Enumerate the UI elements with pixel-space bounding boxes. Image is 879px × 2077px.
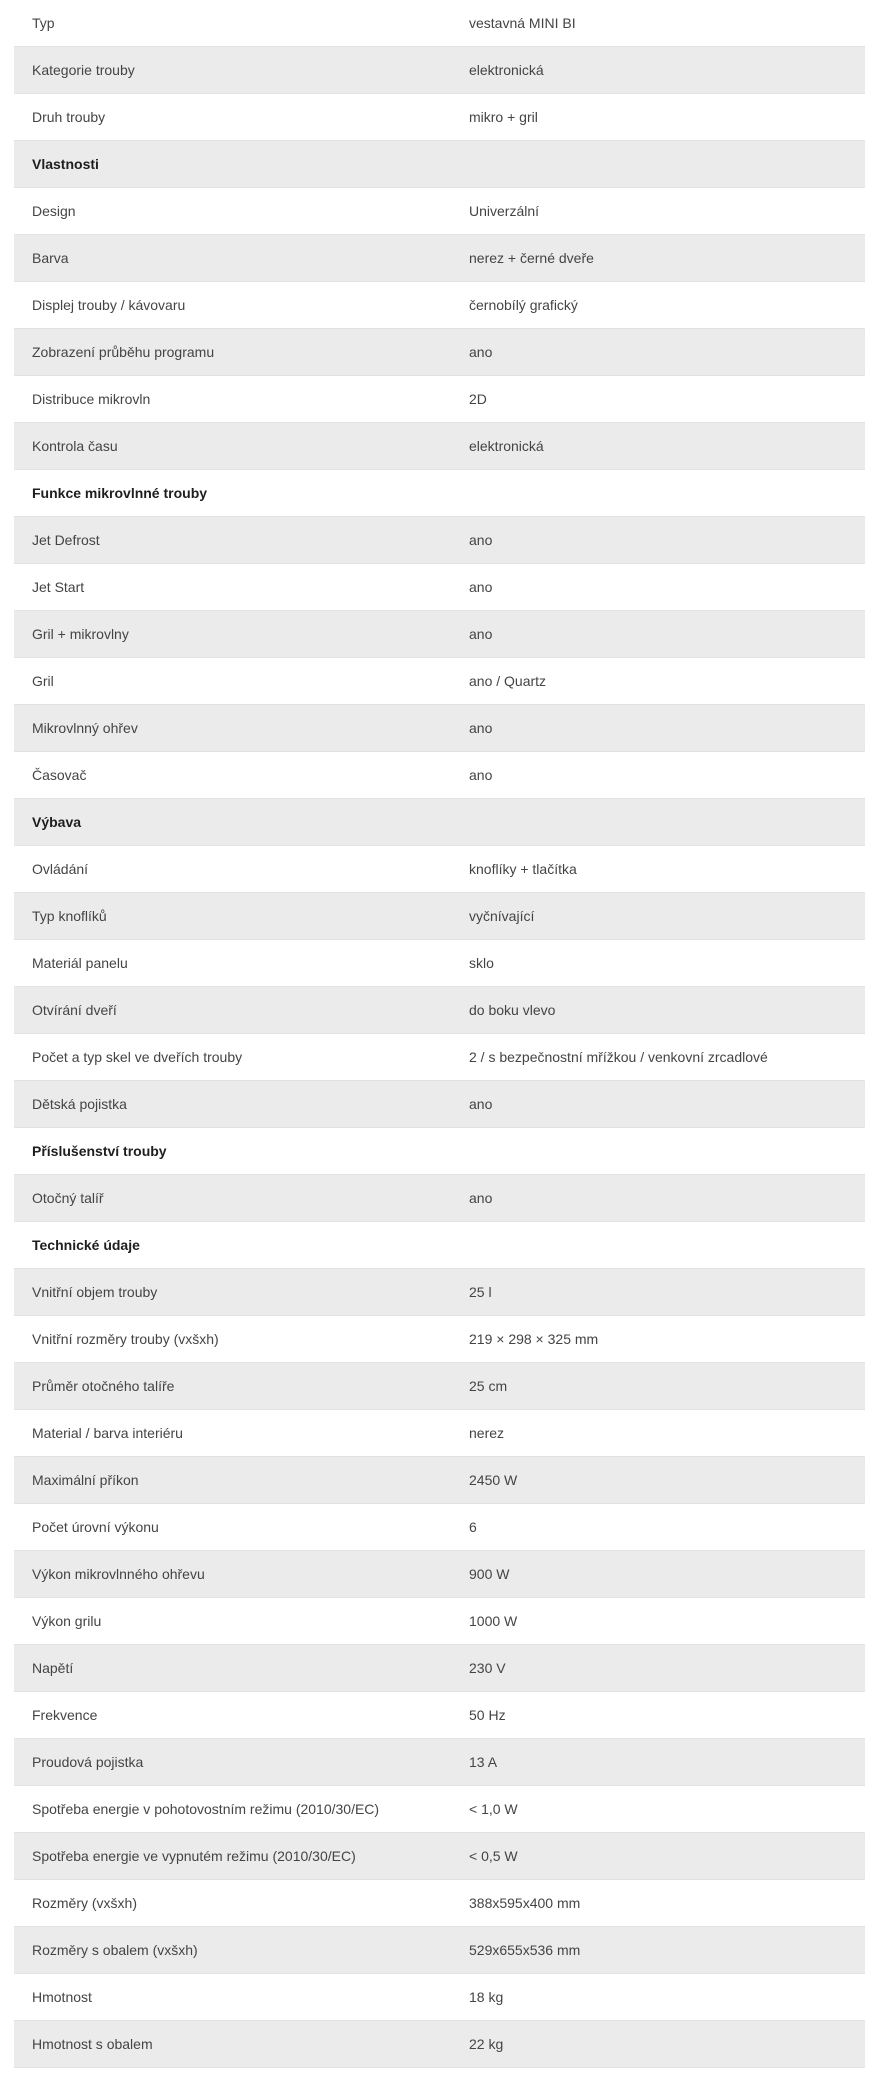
spec-value: < 1,0 W — [469, 1801, 518, 1817]
spec-row — [14, 752, 865, 799]
spec-label: Rozměry (vxšxh) — [32, 1895, 138, 1911]
spec-value: 219 × 298 × 325 mm — [469, 1331, 599, 1347]
spec-label: Hmotnost s obalem — [32, 2036, 153, 2052]
spec-row — [14, 940, 865, 987]
spec-row — [14, 2021, 865, 2068]
spec-value: ano — [469, 720, 493, 736]
spec-row — [14, 1504, 865, 1551]
spec-value: ano — [469, 767, 493, 783]
spec-value: nerez + černé dveře — [469, 250, 594, 266]
spec-value: Univerzální — [469, 203, 540, 219]
section-heading: Technické údaje — [32, 1237, 140, 1253]
spec-label: Druh trouby — [32, 109, 106, 125]
spec-table — [14, 0, 865, 2068]
spec-row — [14, 1833, 865, 1880]
spec-label: Vnitřní rozměry trouby (vxšxh) — [32, 1331, 219, 1347]
spec-row — [14, 1081, 865, 1128]
spec-label: Typ knoflíků — [32, 908, 107, 924]
spec-row — [14, 423, 865, 470]
spec-row — [14, 1363, 865, 1410]
spec-value: knoflíky + tlačítka — [469, 861, 577, 877]
spec-label: Gril + mikrovlny — [32, 626, 129, 642]
spec-label: Gril — [32, 673, 54, 689]
spec-label: Material / barva interiéru — [32, 1425, 183, 1441]
spec-label: Maximální příkon — [32, 1472, 139, 1488]
spec-value: 900 W — [469, 1566, 510, 1582]
spec-value: sklo — [469, 955, 494, 971]
spec-row — [14, 329, 865, 376]
spec-row — [14, 1175, 865, 1222]
spec-row — [14, 564, 865, 611]
section-heading-row — [14, 1222, 865, 1269]
spec-label: Ovládání — [32, 861, 89, 877]
spec-value: 1000 W — [469, 1613, 518, 1629]
section-heading-row — [14, 799, 865, 846]
spec-row — [14, 1457, 865, 1504]
spec-label: Počet a typ skel ve dveřích trouby — [32, 1049, 243, 1065]
spec-label: Dětská pojistka — [32, 1096, 127, 1112]
section-heading-row — [14, 470, 865, 517]
spec-label: Proudová pojistka — [32, 1754, 144, 1770]
section-heading: Funkce mikrovlnné trouby — [32, 485, 208, 501]
section-heading: Příslušenství trouby — [32, 1143, 167, 1159]
spec-value: 18 kg — [469, 1989, 504, 2005]
spec-label: Frekvence — [32, 1707, 98, 1723]
spec-value: ano — [469, 344, 493, 360]
spec-row — [14, 1269, 865, 1316]
spec-label: Rozměry s obalem (vxšxh) — [32, 1942, 198, 1958]
spec-value: < 0,5 W — [469, 1848, 518, 1864]
spec-row — [14, 1739, 865, 1786]
spec-label: Design — [32, 203, 76, 219]
spec-row — [14, 893, 865, 940]
spec-label: Spotřeba energie v pohotovostním režimu (2010/30/EC) — [32, 1801, 380, 1817]
spec-value: 2 / s bezpečnostní mřížkou / venkovní zrcadlové — [469, 1049, 768, 1065]
spec-value: 388x595x400 mm — [469, 1895, 581, 1911]
spec-row — [14, 94, 865, 141]
section-heading: Vlastnosti — [32, 156, 99, 172]
spec-label: Časovač — [32, 767, 87, 783]
spec-value: 25 cm — [469, 1378, 508, 1394]
spec-row — [14, 1645, 865, 1692]
spec-row — [14, 1927, 865, 1974]
spec-value: 22 kg — [469, 2036, 504, 2052]
spec-row — [14, 235, 865, 282]
spec-value: černobílý grafický — [469, 297, 578, 313]
spec-row — [14, 376, 865, 423]
spec-label: Typ — [32, 15, 55, 31]
spec-label: Materiál panelu — [32, 955, 128, 971]
spec-label: Hmotnost — [32, 1989, 92, 2005]
spec-row — [14, 188, 865, 235]
spec-value: ano / Quartz — [469, 673, 547, 689]
spec-value: 50 Hz — [469, 1707, 506, 1723]
spec-label: Vnitřní objem trouby — [32, 1284, 158, 1300]
spec-value: 6 — [469, 1519, 477, 1535]
spec-row — [14, 1786, 865, 1833]
spec-value: vestavná MINI BI — [469, 15, 576, 31]
spec-row — [14, 1598, 865, 1645]
spec-row — [14, 846, 865, 893]
spec-label: Mikrovlnný ohřev — [32, 720, 138, 736]
spec-value: mikro + gril — [469, 109, 538, 125]
spec-label: Počet úrovní výkonu — [32, 1519, 159, 1535]
spec-label: Jet Start — [32, 579, 85, 595]
spec-row — [14, 47, 865, 94]
spec-row — [14, 1551, 865, 1598]
spec-label: Otvírání dveří — [32, 1002, 117, 1018]
section-heading-row — [14, 1128, 865, 1175]
spec-value: do boku vlevo — [469, 1002, 556, 1018]
spec-row — [14, 0, 865, 47]
spec-value: ano — [469, 626, 493, 642]
spec-row — [14, 1692, 865, 1739]
spec-value: ano — [469, 1190, 493, 1206]
spec-row — [14, 611, 865, 658]
spec-label: Barva — [32, 250, 69, 266]
spec-label: Napětí — [32, 1660, 74, 1676]
section-heading-row — [14, 141, 865, 188]
spec-label: Výkon mikrovlnného ohřevu — [32, 1566, 205, 1582]
spec-value: 25 l — [469, 1284, 492, 1300]
section-heading: Výbava — [32, 814, 82, 830]
spec-label: Kategorie trouby — [32, 62, 135, 78]
spec-row — [14, 1880, 865, 1927]
spec-value: ano — [469, 532, 493, 548]
spec-label: Výkon grilu — [32, 1613, 102, 1629]
spec-value: ano — [469, 579, 493, 595]
spec-value: elektronická — [469, 438, 544, 454]
spec-label: Kontrola času — [32, 438, 118, 454]
spec-label: Displej trouby / kávovaru — [32, 297, 186, 313]
spec-label: Zobrazení průběhu programu — [32, 344, 215, 360]
spec-row — [14, 282, 865, 329]
spec-value: elektronická — [469, 62, 544, 78]
spec-value: 230 V — [469, 1660, 506, 1676]
spec-row — [14, 1034, 865, 1081]
spec-value: nerez — [469, 1425, 505, 1441]
spec-row — [14, 1974, 865, 2021]
spec-value: 529x655x536 mm — [469, 1942, 581, 1958]
spec-label: Jet Defrost — [32, 532, 100, 548]
spec-label: Distribuce mikrovln — [32, 391, 151, 407]
spec-row — [14, 705, 865, 752]
spec-value: 2D — [469, 391, 487, 407]
spec-row — [14, 1316, 865, 1363]
spec-row — [14, 658, 865, 705]
spec-value: 13 A — [469, 1754, 498, 1770]
spec-row — [14, 1410, 865, 1457]
spec-value: ano — [469, 1096, 493, 1112]
spec-label: Spotřeba energie ve vypnutém režimu (2010/30/EC) — [32, 1848, 356, 1864]
spec-value: vyčnívající — [469, 908, 535, 924]
spec-label: Otočný talíř — [32, 1190, 104, 1206]
spec-row — [14, 987, 865, 1034]
spec-value: 2450 W — [469, 1472, 518, 1488]
spec-label: Průměr otočného talíře — [32, 1378, 175, 1394]
spec-row — [14, 517, 865, 564]
